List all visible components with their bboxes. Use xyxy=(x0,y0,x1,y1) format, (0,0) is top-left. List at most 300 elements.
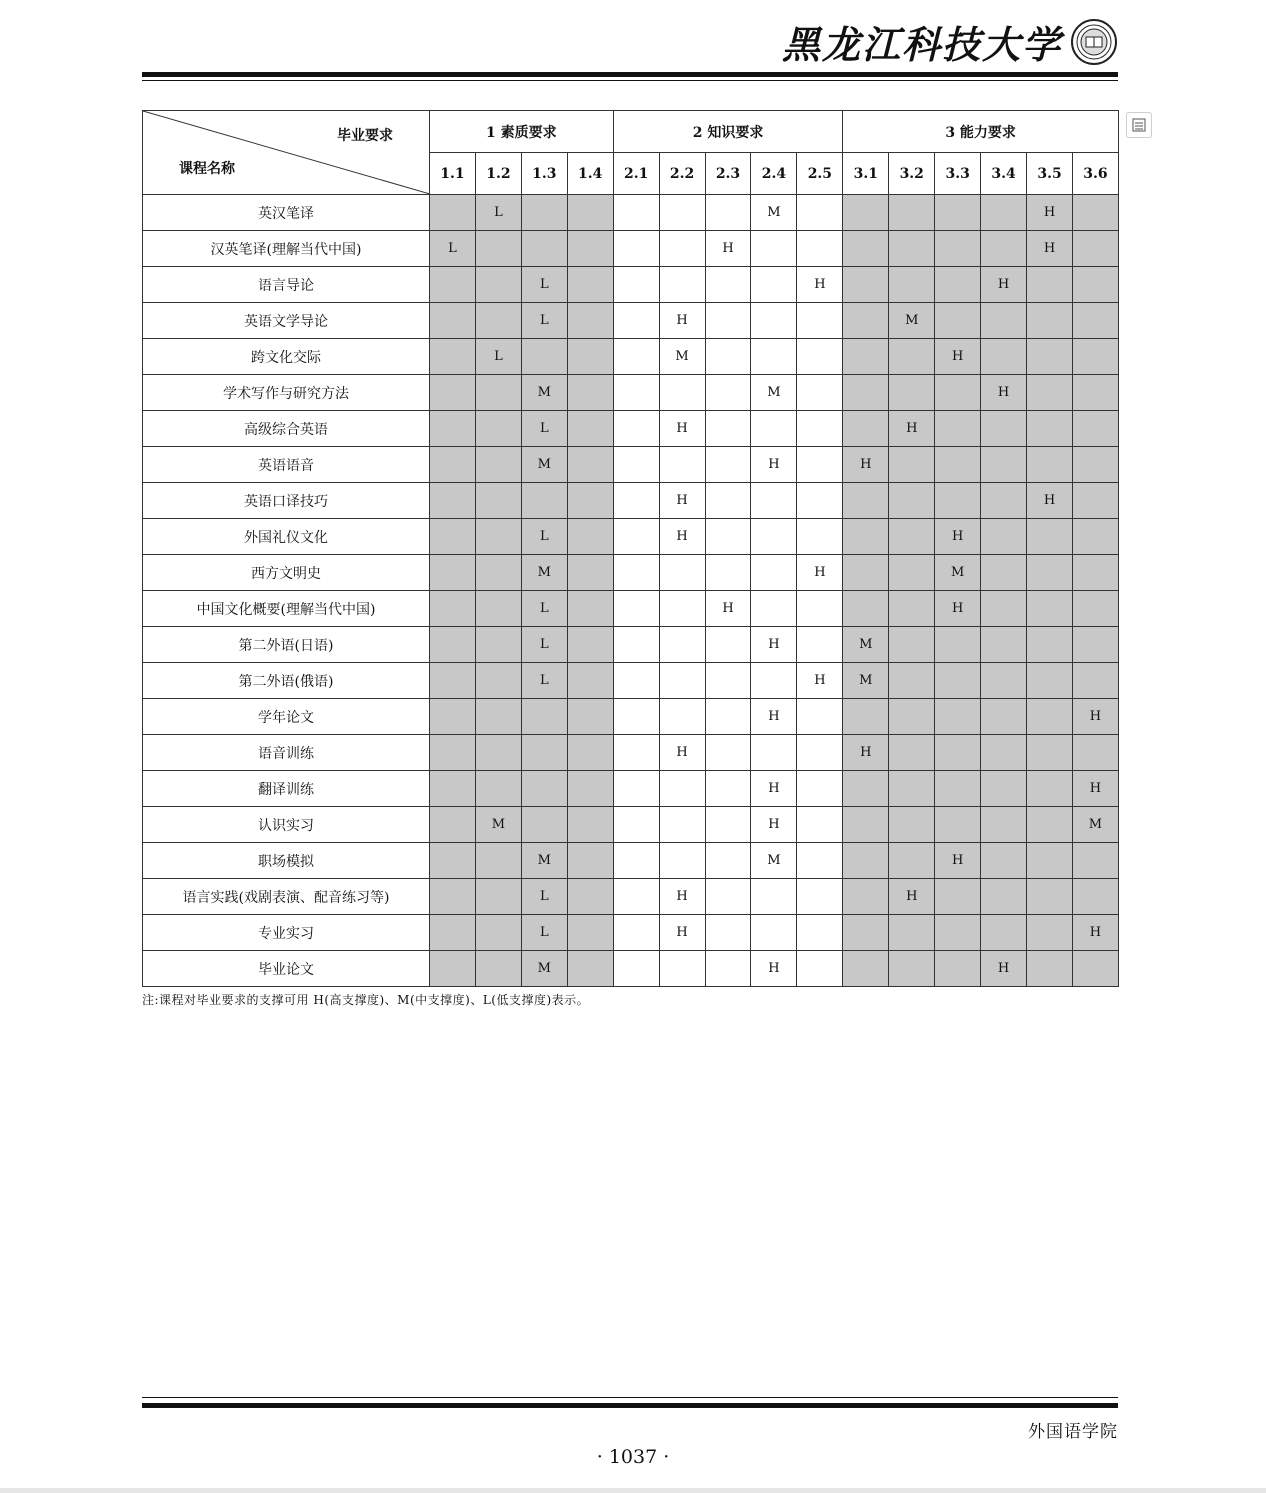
course-name-cell: 中国文化概要(理解当代中国) xyxy=(143,591,430,627)
support-level-cell xyxy=(475,303,521,339)
support-level-cell xyxy=(797,915,843,951)
support-level-cell xyxy=(475,411,521,447)
support-level-cell: H xyxy=(889,411,935,447)
table-row xyxy=(143,627,1119,663)
support-level-cell xyxy=(521,339,567,375)
course-name-cell: 学术写作与研究方法 xyxy=(143,375,430,411)
support-level-cell xyxy=(935,627,981,663)
support-level-cell xyxy=(430,411,476,447)
support-level-cell xyxy=(935,771,981,807)
support-level-cell xyxy=(705,411,751,447)
table-row xyxy=(143,591,1119,627)
course-name-cell: 跨文化交际 xyxy=(143,339,430,375)
support-level-cell xyxy=(705,375,751,411)
support-level-cell: H xyxy=(1027,483,1073,519)
support-level-cell: H xyxy=(935,339,981,375)
support-level-cell xyxy=(981,339,1027,375)
support-level-cell xyxy=(981,627,1027,663)
course-name-cell: 第二外语(日语) xyxy=(143,627,430,663)
support-level-cell xyxy=(981,771,1027,807)
course-name-cell: 英语语音 xyxy=(143,447,430,483)
support-level-cell xyxy=(889,807,935,843)
support-level-cell xyxy=(843,915,889,951)
support-level-cell xyxy=(475,951,521,987)
support-level-cell: H xyxy=(705,591,751,627)
column-header: 1.2 xyxy=(475,153,521,195)
support-level-cell xyxy=(705,627,751,663)
course-name-cell: 外国礼仪文化 xyxy=(143,519,430,555)
table-row xyxy=(143,663,1119,699)
course-name-cell: 认识实习 xyxy=(143,807,430,843)
support-level-cell xyxy=(843,483,889,519)
footer-rule-thin xyxy=(142,1397,1118,1398)
support-level-cell: H xyxy=(935,591,981,627)
support-level-cell xyxy=(1072,339,1118,375)
support-level-cell xyxy=(705,735,751,771)
support-level-cell xyxy=(567,663,613,699)
support-level-cell: M xyxy=(521,843,567,879)
support-level-cell xyxy=(475,915,521,951)
support-level-cell xyxy=(935,699,981,735)
support-level-cell: H xyxy=(705,231,751,267)
support-level-cell xyxy=(705,843,751,879)
support-level-cell: H xyxy=(659,735,705,771)
course-name-cell: 西方文明史 xyxy=(143,555,430,591)
support-level-cell: L xyxy=(521,267,567,303)
support-level-cell xyxy=(1072,879,1118,915)
support-level-cell: H xyxy=(659,879,705,915)
support-level-cell xyxy=(1027,951,1073,987)
table-row xyxy=(143,879,1119,915)
support-level-cell xyxy=(1027,591,1073,627)
course-name-cell: 语言导论 xyxy=(143,267,430,303)
support-level-cell xyxy=(889,195,935,231)
support-level-cell xyxy=(430,339,476,375)
university-seal-icon xyxy=(1070,18,1118,66)
column-header: 2.1 xyxy=(613,153,659,195)
support-level-cell xyxy=(705,303,751,339)
support-level-cell: H xyxy=(1072,915,1118,951)
support-level-cell xyxy=(1027,411,1073,447)
support-level-cell xyxy=(613,951,659,987)
support-level-cell xyxy=(430,843,476,879)
support-level-cell xyxy=(475,375,521,411)
support-level-cell xyxy=(981,411,1027,447)
support-level-cell xyxy=(567,843,613,879)
table-row xyxy=(143,195,1119,231)
support-level-cell xyxy=(889,267,935,303)
support-level-cell xyxy=(567,195,613,231)
support-level-cell: H xyxy=(659,411,705,447)
support-level-cell xyxy=(567,735,613,771)
support-level-cell xyxy=(613,663,659,699)
support-level-cell xyxy=(935,735,981,771)
support-level-cell xyxy=(430,699,476,735)
support-level-cell xyxy=(843,951,889,987)
support-level-cell xyxy=(613,231,659,267)
course-name-cell: 翻译训练 xyxy=(143,771,430,807)
support-level-cell xyxy=(613,591,659,627)
support-level-cell xyxy=(935,267,981,303)
support-level-cell xyxy=(889,231,935,267)
support-level-cell xyxy=(1027,627,1073,663)
support-level-cell xyxy=(751,519,797,555)
support-level-cell xyxy=(1027,375,1073,411)
support-level-cell xyxy=(613,447,659,483)
support-level-cell: L xyxy=(475,339,521,375)
support-level-cell xyxy=(981,807,1027,843)
support-level-cell: H xyxy=(797,555,843,591)
support-level-cell xyxy=(1027,447,1073,483)
support-level-cell xyxy=(659,843,705,879)
support-level-cell: L xyxy=(521,663,567,699)
table-row xyxy=(143,771,1119,807)
support-level-cell xyxy=(430,735,476,771)
table-row xyxy=(143,915,1119,951)
support-level-cell xyxy=(659,771,705,807)
support-level-cell xyxy=(430,555,476,591)
support-level-cell xyxy=(1072,951,1118,987)
support-level-cell xyxy=(889,591,935,627)
support-level-cell xyxy=(751,879,797,915)
support-level-cell xyxy=(659,195,705,231)
support-level-cell xyxy=(935,231,981,267)
support-level-cell xyxy=(1072,411,1118,447)
support-level-cell xyxy=(935,663,981,699)
support-level-cell xyxy=(659,447,705,483)
support-level-cell xyxy=(843,411,889,447)
support-level-cell xyxy=(843,771,889,807)
support-level-cell xyxy=(521,483,567,519)
support-level-cell xyxy=(889,483,935,519)
column-header: 3.5 xyxy=(1027,153,1073,195)
support-level-cell xyxy=(751,555,797,591)
support-level-cell xyxy=(567,879,613,915)
support-level-cell xyxy=(751,663,797,699)
support-level-cell xyxy=(1072,735,1118,771)
support-level-cell xyxy=(935,303,981,339)
support-level-cell xyxy=(1072,231,1118,267)
support-level-cell: H xyxy=(797,663,843,699)
matrix-body xyxy=(143,195,1119,987)
support-level-cell xyxy=(705,951,751,987)
frame-icon xyxy=(1131,117,1147,133)
support-level-cell: M xyxy=(889,303,935,339)
support-level-cell xyxy=(751,483,797,519)
support-level-cell xyxy=(843,591,889,627)
support-level-cell xyxy=(1027,771,1073,807)
table-note: 注:课程对毕业要求的支撑可用 H(高支撑度)、M(中支撑度)、L(低支撑度)表示。 xyxy=(142,993,590,1007)
support-level-cell xyxy=(613,771,659,807)
support-level-cell xyxy=(1072,267,1118,303)
column-header: 3.4 xyxy=(981,153,1027,195)
support-level-cell xyxy=(935,951,981,987)
support-level-cell: H xyxy=(751,951,797,987)
support-level-cell xyxy=(797,447,843,483)
course-name-cell: 学年论文 xyxy=(143,699,430,735)
table-row xyxy=(143,807,1119,843)
support-level-cell xyxy=(705,555,751,591)
support-level-cell xyxy=(521,771,567,807)
support-level-cell: M xyxy=(843,663,889,699)
support-level-cell xyxy=(613,267,659,303)
support-level-cell: M xyxy=(521,951,567,987)
support-level-cell xyxy=(843,807,889,843)
support-level-cell: M xyxy=(751,375,797,411)
support-level-cell xyxy=(613,879,659,915)
support-level-cell xyxy=(659,627,705,663)
support-level-cell xyxy=(751,339,797,375)
support-level-cell xyxy=(797,879,843,915)
support-level-cell xyxy=(613,699,659,735)
support-level-cell xyxy=(1027,339,1073,375)
column-header: 1.3 xyxy=(521,153,567,195)
support-level-cell xyxy=(430,483,476,519)
support-level-cell xyxy=(1027,915,1073,951)
support-level-cell: H xyxy=(935,519,981,555)
support-level-cell xyxy=(843,231,889,267)
table-row xyxy=(143,447,1119,483)
support-level-cell xyxy=(843,879,889,915)
support-level-cell xyxy=(430,915,476,951)
support-level-cell xyxy=(430,519,476,555)
support-level-cell: H xyxy=(981,951,1027,987)
support-level-cell xyxy=(430,951,476,987)
support-level-cell xyxy=(613,375,659,411)
support-level-cell xyxy=(705,663,751,699)
support-level-cell xyxy=(797,231,843,267)
support-level-cell xyxy=(843,267,889,303)
support-level-cell: M xyxy=(1072,807,1118,843)
support-level-cell xyxy=(705,519,751,555)
support-level-cell: M xyxy=(751,843,797,879)
support-level-cell xyxy=(613,303,659,339)
support-level-cell xyxy=(613,411,659,447)
group-header-ability: 3 能力要求 xyxy=(843,111,1119,153)
support-level-cell xyxy=(1027,843,1073,879)
support-level-cell xyxy=(567,591,613,627)
support-level-cell xyxy=(475,591,521,627)
support-level-cell xyxy=(705,267,751,303)
support-level-cell xyxy=(430,879,476,915)
support-level-cell xyxy=(475,735,521,771)
support-level-cell xyxy=(843,519,889,555)
support-level-cell xyxy=(659,699,705,735)
support-level-cell xyxy=(981,843,1027,879)
table-row xyxy=(143,519,1119,555)
support-level-cell xyxy=(1027,519,1073,555)
support-level-cell xyxy=(889,843,935,879)
support-level-cell xyxy=(889,447,935,483)
support-level-cell xyxy=(567,519,613,555)
page-number: · 1037 · xyxy=(596,1446,670,1468)
support-level-cell: L xyxy=(430,231,476,267)
column-header: 3.3 xyxy=(935,153,981,195)
support-level-cell xyxy=(567,483,613,519)
support-level-cell: L xyxy=(521,519,567,555)
table-row xyxy=(143,339,1119,375)
support-level-cell xyxy=(843,339,889,375)
support-level-cell: L xyxy=(521,915,567,951)
support-level-cell xyxy=(705,807,751,843)
support-level-cell: H xyxy=(659,483,705,519)
support-level-cell xyxy=(659,951,705,987)
support-level-cell xyxy=(1072,483,1118,519)
support-level-cell xyxy=(475,519,521,555)
support-level-cell: M xyxy=(475,807,521,843)
support-level-cell xyxy=(475,555,521,591)
support-level-cell xyxy=(567,915,613,951)
support-level-cell xyxy=(475,231,521,267)
support-level-cell xyxy=(797,843,843,879)
support-level-cell xyxy=(521,735,567,771)
column-header: 1.1 xyxy=(430,153,476,195)
support-level-cell xyxy=(935,879,981,915)
support-level-cell: M xyxy=(659,339,705,375)
support-level-cell xyxy=(981,663,1027,699)
support-level-cell xyxy=(1072,375,1118,411)
support-level-cell: H xyxy=(981,267,1027,303)
course-requirement-matrix xyxy=(142,110,1119,987)
support-level-cell: M xyxy=(935,555,981,591)
support-level-cell xyxy=(1027,699,1073,735)
support-level-cell xyxy=(613,915,659,951)
support-level-cell: H xyxy=(935,843,981,879)
support-level-cell xyxy=(705,483,751,519)
support-level-cell xyxy=(889,771,935,807)
column-header: 3.2 xyxy=(889,153,935,195)
support-level-cell xyxy=(475,447,521,483)
support-level-cell: H xyxy=(843,735,889,771)
support-level-cell xyxy=(889,555,935,591)
support-level-cell: M xyxy=(843,627,889,663)
support-level-cell xyxy=(935,807,981,843)
course-name-cell: 语言实践(戏剧表演、配音练习等) xyxy=(143,879,430,915)
course-name-cell: 汉英笔译(理解当代中国) xyxy=(143,231,430,267)
support-level-cell xyxy=(889,519,935,555)
support-level-cell: H xyxy=(659,519,705,555)
support-level-cell xyxy=(935,375,981,411)
support-level-cell xyxy=(521,231,567,267)
support-level-cell xyxy=(430,303,476,339)
support-level-cell xyxy=(613,555,659,591)
support-level-cell xyxy=(475,843,521,879)
footer-school-name: 外国语学院 xyxy=(1028,1422,1118,1442)
viewer-bottom-band xyxy=(0,1488,1266,1493)
support-level-cell xyxy=(981,447,1027,483)
support-level-cell xyxy=(613,735,659,771)
support-level-cell xyxy=(843,699,889,735)
university-name-logotype: 黑龙江科技大学 xyxy=(781,22,1062,67)
support-level-cell: H xyxy=(659,915,705,951)
support-level-cell xyxy=(430,627,476,663)
column-header: 2.4 xyxy=(751,153,797,195)
support-level-cell: H xyxy=(751,447,797,483)
support-level-cell: H xyxy=(889,879,935,915)
corner-diagonal xyxy=(143,111,430,194)
support-level-cell xyxy=(705,195,751,231)
support-level-cell: H xyxy=(981,375,1027,411)
support-level-cell: H xyxy=(751,807,797,843)
support-level-cell xyxy=(705,699,751,735)
group-header-quality: 1 素质要求 xyxy=(430,111,614,153)
table-row xyxy=(143,303,1119,339)
support-level-cell xyxy=(613,339,659,375)
support-level-cell xyxy=(1027,807,1073,843)
support-level-cell xyxy=(1027,735,1073,771)
support-level-cell: L xyxy=(521,627,567,663)
course-name-cell: 英语文学导论 xyxy=(143,303,430,339)
support-level-cell xyxy=(797,195,843,231)
support-level-cell xyxy=(797,375,843,411)
support-level-cell xyxy=(797,807,843,843)
support-level-cell xyxy=(751,735,797,771)
support-level-cell xyxy=(430,807,476,843)
header-rule-thin xyxy=(142,80,1118,81)
course-name-cell: 职场模拟 xyxy=(143,843,430,879)
support-level-cell xyxy=(613,483,659,519)
support-level-cell xyxy=(889,699,935,735)
support-level-cell xyxy=(567,375,613,411)
support-level-cell xyxy=(430,447,476,483)
support-level-cell xyxy=(751,411,797,447)
column-header: 2.2 xyxy=(659,153,705,195)
table-row xyxy=(143,483,1119,519)
support-level-cell xyxy=(705,915,751,951)
support-level-cell xyxy=(797,771,843,807)
page-view-icon[interactable] xyxy=(1126,112,1152,138)
support-level-cell xyxy=(981,483,1027,519)
support-level-cell xyxy=(797,735,843,771)
support-level-cell xyxy=(1027,303,1073,339)
support-level-cell xyxy=(475,771,521,807)
support-level-cell xyxy=(935,447,981,483)
support-level-cell xyxy=(613,843,659,879)
support-level-cell: H xyxy=(1072,699,1118,735)
support-level-cell: M xyxy=(751,195,797,231)
support-level-cell xyxy=(981,231,1027,267)
support-level-cell xyxy=(567,303,613,339)
support-level-cell xyxy=(981,519,1027,555)
support-level-cell: M xyxy=(521,447,567,483)
support-level-cell xyxy=(1072,843,1118,879)
support-level-cell: H xyxy=(751,627,797,663)
support-level-cell xyxy=(430,195,476,231)
header-rule-thick xyxy=(142,72,1118,77)
support-level-cell xyxy=(981,591,1027,627)
support-level-cell xyxy=(613,807,659,843)
support-level-cell: L xyxy=(521,591,567,627)
support-level-cell xyxy=(751,267,797,303)
support-level-cell xyxy=(567,627,613,663)
support-level-cell xyxy=(475,483,521,519)
support-level-cell xyxy=(797,411,843,447)
table-row xyxy=(143,411,1119,447)
support-level-cell xyxy=(889,627,935,663)
support-level-cell: M xyxy=(521,375,567,411)
support-level-cell xyxy=(843,843,889,879)
course-name-cell: 语音训练 xyxy=(143,735,430,771)
support-level-cell: L xyxy=(521,879,567,915)
support-level-cell xyxy=(430,267,476,303)
support-level-cell: H xyxy=(659,303,705,339)
support-level-cell: H xyxy=(1072,771,1118,807)
support-level-cell xyxy=(981,555,1027,591)
support-level-cell xyxy=(567,771,613,807)
group-header-row xyxy=(143,111,1119,153)
support-level-cell xyxy=(981,915,1027,951)
support-level-cell xyxy=(843,555,889,591)
